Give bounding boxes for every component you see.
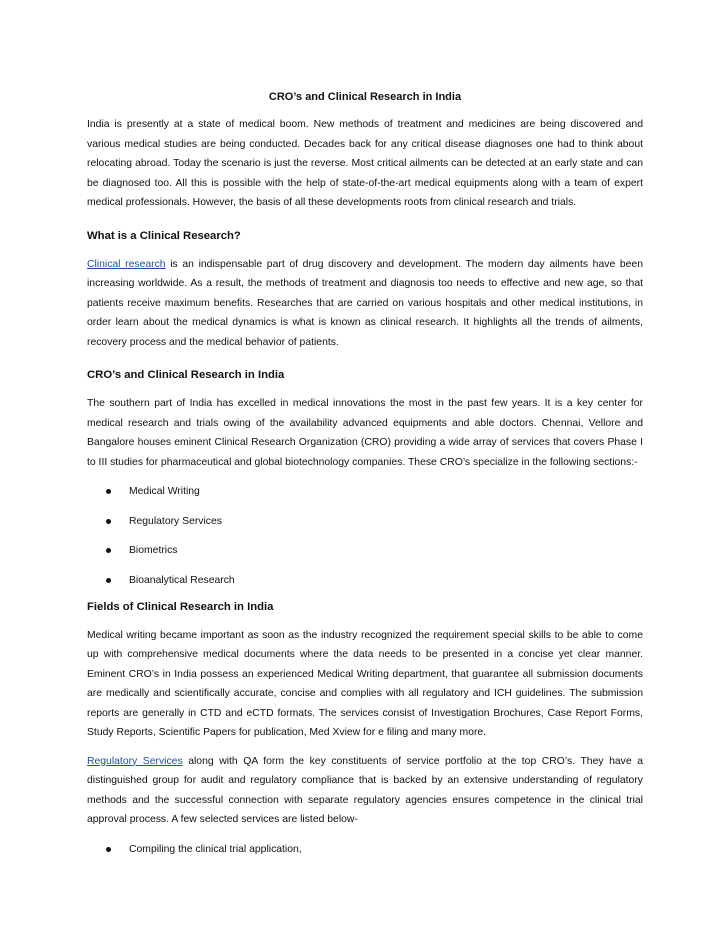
section3-text: along with QA form the key constituents of service portfolio at the top CRO’s. They have a distinguished group for audit and regulatory compliance that is backed by an extensive understanding of regulatory methods and the successful connection with separate regulatory agencies ensures competence in the clinical trial approval process. A few selected services are listed below- [87,755,643,825]
cro-sections-list [87,482,643,595]
document-title: CRO’s and Clinical Research in India [268,91,462,103]
list-item: Regulatory Services [87,512,643,542]
regulatory-services-link[interactable]: Regulatory Services [87,755,183,767]
bullet-icon [106,519,111,524]
section2-paragraph: The southern part of India has excelled in medical innovations the most in the past few years. It is a key center for medical research and trials owing of the availability advanced equipments and able doctors. Chennai, Vellore and Bangalore houses eminent Clinical Research Organization (CRO) providing a wide array of services that covers Phase I to III studies for pharmaceutical and global biotechnology companies. These CRO’s specialize in the following sections:- [87,398,643,468]
list-item: Medical Writing [87,482,643,512]
document-page [87,88,643,869]
section-heading-what-is-clinical-research: What is a Clinical Research? [87,229,241,242]
intro-paragraph: India is presently at a state of medical boom. New methods of treatment and medicines are being discovered and various medical studies are being conducted. Decades back for any critical disease diagnoses one had to think about relocating abroad. Today the scenario is just the reverse. Most critical ailments can be detected at an early state and can be diagnosed too. All this is possible with the help of state-of-the-art medical equipments along with a team of expert medical professionals. However, the basis of all these developments roots from clinical research and trials. [87,119,643,208]
list-item: Compiling the clinical trial application, [87,840,643,870]
bullet-icon [106,489,111,494]
bullet-icon [106,847,111,852]
section-heading-fields-clinical-research: Fields of Clinical Research in India [87,600,274,613]
section1-paragraph [87,255,643,353]
list-item: Biometrics [87,541,643,571]
bullet-icon [106,548,111,553]
clinical-research-link[interactable]: Clinical research [87,258,166,270]
bullet-icon [106,578,111,583]
regulatory-services-list [87,840,643,870]
section3-paragraph-1: Medical writing became important as soon as the industry recognized the requirement special skills to be able to come up with comprehensive medical documents where the data needs to be presented in a concise yet clear manner. Eminent CRO’s in India possess an experienced Medical Writing department, that guarantee all submission documents are medically and scientifically accurate, concise and complies with all regulatory and ICH guidelines. The submission reports are generally in CTD and eCTD formats. The services consist of Investigation Brochures, Case Report Forms, Study Reports, Scientific Papers for publication, Med Xview for e filing and many more. [87,629,643,738]
section1-text: is an indispensable part of drug discovery and development. The modern day ailments have been increasing worldwide. As a result, the methods of treatment and diagnosis too needs to effective and new age, so that patients receive maximum benefits. Researches that are carried on various hospitals and other medical institutions, in order learn about the medical dynamics is what is known as clinical research. It highlights all the trends of ailments, recovery process and the medical behavior of patients. [87,258,643,348]
list-item: Bioanalytical Research [87,571,643,595]
section-heading-cros-india: CRO’s and Clinical Research in India [87,369,285,381]
section3-paragraph-2 [87,752,643,830]
